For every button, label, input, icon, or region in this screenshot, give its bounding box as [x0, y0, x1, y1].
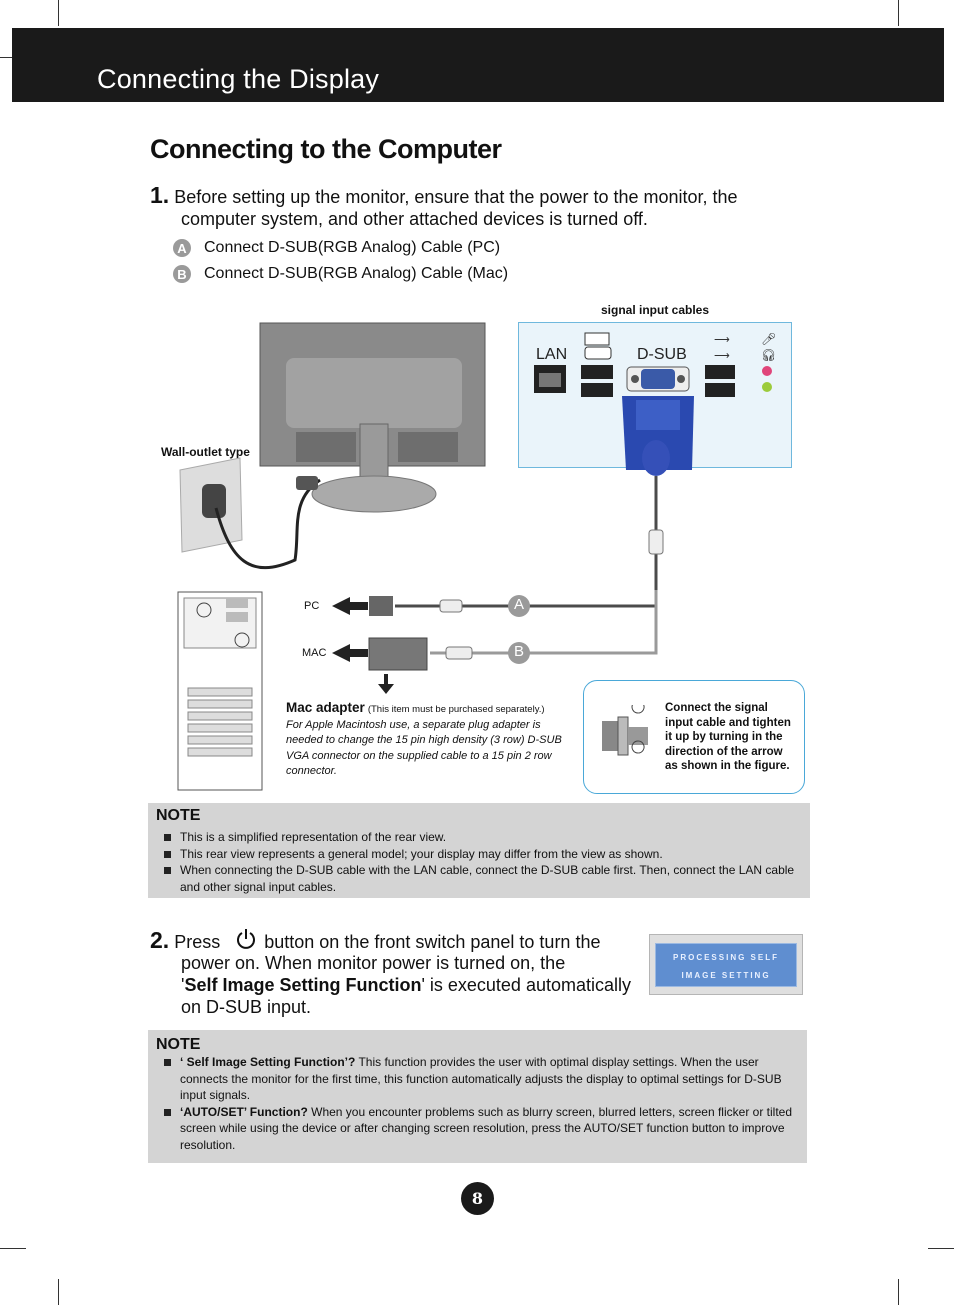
- svg-text:⟶: ⟶: [714, 334, 730, 346]
- svg-text:🎤︎: 🎤︎: [761, 332, 777, 346]
- mac-adapter-line: needed to change the 15 pin high density (3 row) D-SUB: [286, 734, 562, 746]
- step-1-line-1: Before setting up the monitor, ensure that the power to the monitor, the: [174, 187, 738, 207]
- note-2-item-heading: ‘AUTO/SET’ Function?: [180, 1104, 308, 1119]
- step-2-rest: ' is executed automatically: [421, 975, 631, 995]
- step-2-line-3: [181, 974, 631, 997]
- step-1-line-2: computer system, and other attached devices is turned off.: [181, 209, 648, 229]
- crop-mark: [58, 1279, 59, 1305]
- note-2-item-text: When you encounter problems such as blurry screen, blurred letters, screen flicker or tilted screen while using the device or after changing screen resolution, press the AUTO/SET function button to improve resolution.: [180, 1104, 792, 1152]
- note-2-item: [156, 1104, 799, 1154]
- signal-input-label: signal input cables: [601, 303, 710, 317]
- step-2-line-4: on D-SUB input.: [181, 997, 312, 1017]
- wall-outlet-illustration: [180, 458, 242, 552]
- note-2-item-text: This function provides the user with optimal display settings. When the user connects the monitor for the first time, this function automatically adjusts the display to optimal settings for D-SUB input signals.: [180, 1055, 782, 1102]
- svg-text:🎧︎: 🎧︎: [761, 348, 777, 362]
- note-2-title: NOTE: [156, 1036, 201, 1053]
- mac-adapter-description: [286, 700, 571, 780]
- item-b-text: Connect D-SUB(RGB Analog) Cable (Mac): [204, 265, 509, 282]
- monitor-rear-illustration: [260, 323, 485, 512]
- note-2-item: [156, 1054, 799, 1104]
- crop-mark: [0, 1248, 26, 1249]
- marker-b: B: [513, 643, 524, 660]
- step-1-number: 1.: [150, 182, 170, 208]
- tip-text: [665, 701, 800, 774]
- dsub-cable-connector: [622, 396, 694, 476]
- power-plug: [296, 476, 318, 490]
- note-box-1: [148, 803, 810, 898]
- osd-line-1: PROCESSING SELF: [672, 953, 779, 962]
- lan-label: LAN: [536, 346, 568, 363]
- note-2-list: [156, 1054, 799, 1153]
- mac-arrow: [332, 644, 368, 662]
- step-2-press: Press: [174, 932, 221, 952]
- tip-line: Connect the signal: [665, 702, 768, 714]
- mac-label: MAC: [302, 647, 327, 659]
- tip-line: input cable and tighten: [665, 716, 791, 729]
- connector-tighten-icon: [594, 705, 664, 765]
- step-2-number: 2.: [150, 927, 170, 953]
- crop-mark: [898, 1279, 899, 1305]
- mac-adapter-line: connector.: [286, 765, 337, 777]
- svg-text:⟶: ⟶: [714, 350, 730, 362]
- step-2-line-2: power on. When monitor power is turned on, the: [181, 953, 566, 973]
- note-1-item: When connecting the D-SUB cable with the LAN cable, connect the D-SUB cable first. Then, connect the LAN cable and other signal input cables.: [156, 862, 802, 895]
- ferrite-core: [649, 530, 663, 554]
- tighten-cable-tip: [583, 680, 805, 794]
- note-box-2: [148, 1030, 807, 1163]
- ferrite-core-b: [446, 647, 472, 659]
- tip-line: direction of the arrow: [665, 745, 783, 758]
- osd-message: [655, 943, 797, 987]
- badge-b: B: [173, 265, 191, 283]
- mac-adapter-note: (This item must be purchased separately.): [367, 704, 545, 715]
- osd-message-screen: [649, 934, 803, 995]
- ferrite-core-a: [440, 600, 462, 612]
- crop-mark: [928, 1248, 954, 1249]
- self-image-setting-function: Self Image Setting Function: [184, 975, 422, 995]
- tip-line: it up by turning in the: [665, 731, 783, 743]
- section-title: Connecting to the Computer: [150, 134, 502, 164]
- mac-adapter-title: Mac adapter: [286, 700, 365, 715]
- step-2: [150, 928, 600, 954]
- step-2-after-icon: button on the front switch panel to turn the: [264, 932, 601, 952]
- mac-adapter-line: VGA connector on the supplied cable to a 15 pin 2 row: [286, 749, 552, 762]
- pc-tower-illustration: [178, 592, 262, 790]
- pc-label: PC: [304, 600, 320, 612]
- mac-adapter-plug: [369, 638, 427, 670]
- badge-a: A: [173, 239, 191, 257]
- note-2-item-heading: ‘ Self Image Setting Function’?: [180, 1055, 356, 1069]
- adapter-down-arrow: [378, 674, 394, 694]
- page-number: 8: [461, 1182, 494, 1215]
- pc-arrow: [332, 597, 368, 615]
- dsub-label: D-SUB: [637, 346, 687, 363]
- note-1-item: This rear view represents a general model; your display may differ from the view as shown.: [156, 846, 802, 863]
- quote: ': [181, 975, 185, 995]
- item-a-text: Connect D-SUB(RGB Analog) Cable (PC): [204, 239, 501, 256]
- mac-adapter-line: For Apple Macintosh use, a separate plug adapter is: [286, 718, 541, 731]
- tip-line: as shown in the figure.: [665, 760, 790, 772]
- wall-outlet-label: Wall-outlet type: [161, 445, 250, 459]
- note-1-list: [156, 829, 802, 895]
- page-header-title: Connecting the Display: [97, 64, 380, 94]
- marker-a: A: [513, 596, 524, 613]
- note-1-title: NOTE: [156, 807, 201, 824]
- power-icon: [235, 928, 257, 950]
- osd-line-2: IMAGE SETTING: [681, 971, 771, 980]
- note-1-item: This is a simplified representation of the rear view.: [156, 829, 802, 846]
- pc-plug: [369, 596, 393, 616]
- signal-cable-b: [430, 590, 656, 653]
